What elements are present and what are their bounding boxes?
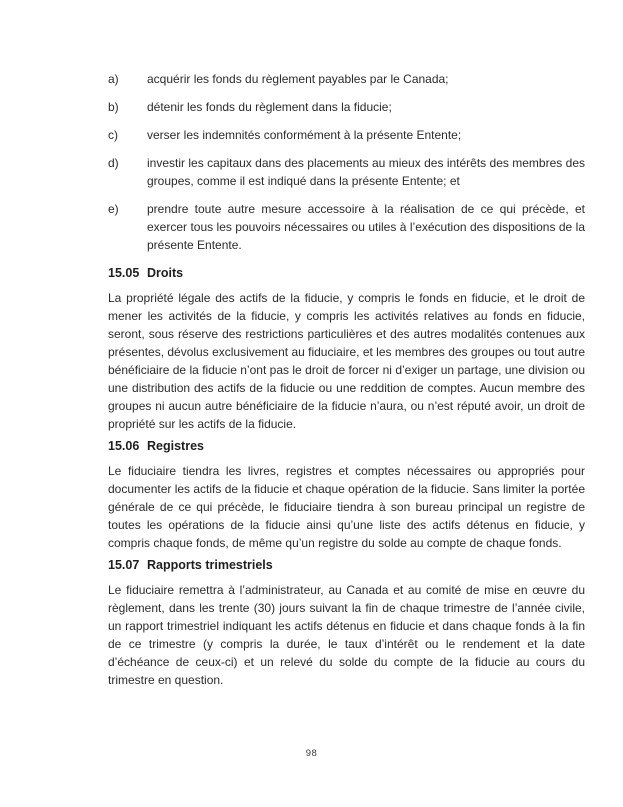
list-item-text: acquérir les fonds du règlement payables par le Canada; <box>147 72 449 86</box>
list-item <box>108 200 585 254</box>
section-title: Registres <box>147 439 204 453</box>
alpha-list <box>108 70 585 254</box>
section-15-06 <box>108 437 585 552</box>
section-number: 15.05 <box>108 266 140 280</box>
page-content <box>108 70 585 693</box>
section-15-07 <box>108 556 585 689</box>
section-heading <box>108 556 585 574</box>
list-item-text: prendre toute autre mesure accessoire à la réalisation de ce qui précède, et exercer tous les pouvoirs nécessaires ou utiles à l’exécution des dispositions de la présente Entente. <box>147 202 585 252</box>
section-body: Le fiduciaire remettra à l’administrateur, au Canada et au comité de mise en œuvre du règlement, dans les trente (30) jours suivant la fin de chaque trimestre de l’année civile, un rapport trimestriel indiquant les actifs détenus en fiducie et dans chaque fonds à la fin de ce trimestre (y compris la durée, le taux d’intérêt ou le rendement et la date d’échéance de ceux-ci) et un relevé du solde du compte de la fiducie au cours du trimestre en question. <box>108 583 585 687</box>
section-15-05 <box>108 264 585 433</box>
section-number: 15.06 <box>108 439 140 453</box>
list-item <box>108 126 585 144</box>
list-item <box>108 154 585 190</box>
list-item-letter: a) <box>108 72 119 86</box>
list-item-text: investir les capitaux dans des placements au mieux des intérêts des membres des groupes, comme il est indiqué dans la présente Entente; et <box>147 156 585 188</box>
section-title: Droits <box>147 266 184 280</box>
page-number: 98 <box>305 748 318 759</box>
list-item-text: verser les indemnités conformément à la présente Entente; <box>147 128 462 142</box>
section-body: Le fiduciaire tiendra les livres, registres et comptes nécessaires ou appropriés pour documenter les actifs de la fiducie et chaque opération de la fiducie. Sans limiter la portée générale de ce qui précède, le fiduciaire tiendra à son bureau principal un registre de toutes les opérations de la fiducie ainsi qu’une liste des actifs détenus en fiducie, y compris chaque fonds, de même qu’un registre du solde au compte de chaque fonds. <box>108 464 585 550</box>
section-title: Rapports trimestriels <box>147 558 273 572</box>
section-heading <box>108 437 585 455</box>
list-item <box>108 98 585 116</box>
section-number: 15.07 <box>108 558 140 572</box>
list-item-letter: e) <box>108 202 119 216</box>
list-item-letter: c) <box>108 128 118 142</box>
list-item-letter: d) <box>108 156 119 170</box>
list-item-letter: b) <box>108 100 119 114</box>
list-item-text: détenir les fonds du règlement dans la fiducie; <box>147 100 392 114</box>
section-heading <box>108 264 585 282</box>
list-item <box>108 70 585 88</box>
section-body: La propriété légale des actifs de la fiducie, y compris le fonds en fiducie, et le droit de mener les activités de la fiducie, y compris les activités relatives au fonds en fiducie, seront, sous réserve des restrictions particulières et des autres modalités contenues aux présentes, dévolus exclusivement au fiduciaire, et les membres des groupes ou tout autre bénéficiaire de la fiducie n’ont pas le droit de forcer ni d’exiger un partage, une division ou une distribution des actifs de la fiducie ou une reddition de comptes. Aucun membre des groupes ni aucun autre bénéficiaire de la fiducie n’aura, ou n’est réputé avoir, un droit de propriété sur les actifs de la fiducie. <box>108 291 585 431</box>
